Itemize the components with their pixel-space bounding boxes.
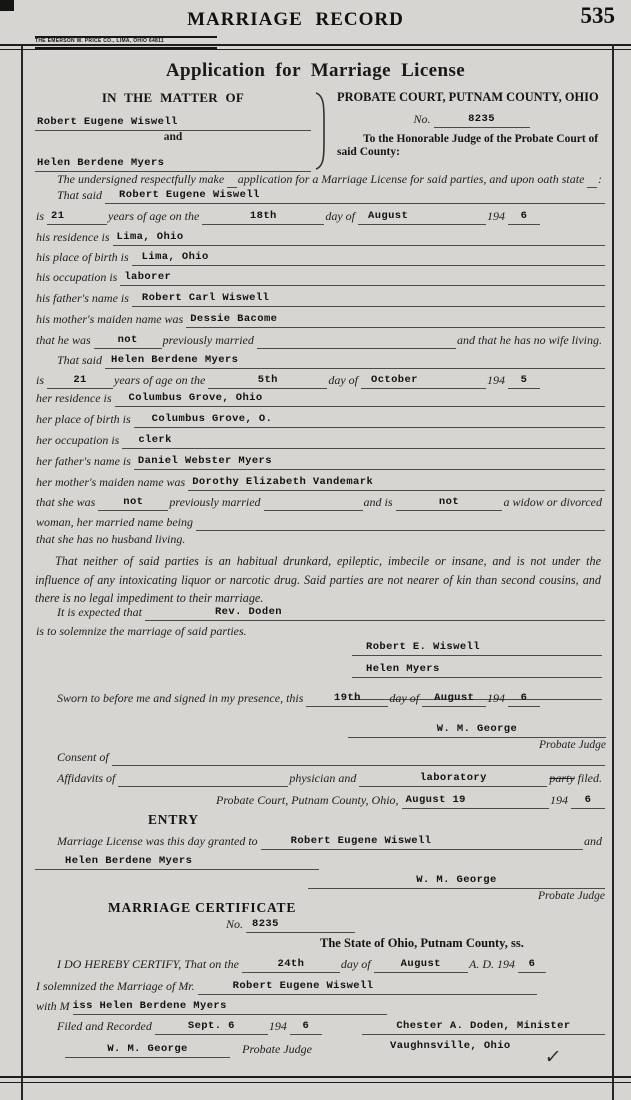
with-miss-row [35, 995, 605, 1015]
groom-birth-row [35, 246, 605, 266]
left-rule [21, 44, 23, 1100]
groom-mother-field: Dessie Bacome [186, 313, 605, 328]
page-title: MARRIAGE RECORD [187, 9, 404, 30]
bride-prev-field: not [98, 496, 168, 511]
bride-father-field: Daniel Webster Myers [134, 455, 605, 470]
bride-father-label: her father's name is [36, 454, 131, 468]
bride-widow-field: not [396, 496, 503, 511]
matter-conjunction: and [163, 131, 183, 143]
groom-age-row [35, 205, 540, 225]
sworn-year-field: 6 [508, 692, 540, 707]
sworn-row [35, 687, 540, 707]
entry-groom-field: Robert Eugene Wiswell [261, 835, 583, 850]
groom-mother-row [35, 308, 605, 328]
bride-occupation-row [35, 429, 605, 449]
entry-granted-label: Marriage License was this day granted to [57, 834, 258, 848]
solemnized-row [35, 975, 605, 995]
bride-is-label: is [36, 373, 45, 387]
state-line: The State of Ohio, Putnam County, ss. [320, 936, 524, 950]
checkmark: ✓ [543, 1046, 563, 1068]
certify-year-field: 6 [518, 958, 546, 973]
bride-no-husband-row [35, 528, 605, 548]
probate-court-label: Probate Court, Putnam County, Ohio, [216, 793, 399, 807]
bride-no-husband-label: that she has no husband living. [36, 532, 186, 546]
bride-residence-field: Columbus Grove, Ohio [115, 392, 605, 407]
blank-field [112, 765, 605, 766]
sworn-year-prefix: 194 [487, 691, 505, 705]
groom-father-label: his father's name is [36, 291, 129, 305]
bride-prev4-label: a widow or divorced [503, 495, 603, 509]
judge-signature: W. M. George [107, 1043, 188, 1055]
certificate-no-field: 8235 [246, 918, 355, 933]
bride-day-field: 5th [208, 374, 327, 389]
groom-birth-field: Lima, Ohio [132, 251, 605, 266]
bride-mother-label: her mother's maiden name was [36, 475, 186, 489]
groom-prev2-label: previously married [162, 333, 254, 347]
bride-that-said-label: That said [57, 353, 103, 367]
groom-day-field: 18th [202, 210, 324, 225]
with-label: with M [36, 999, 70, 1013]
bride-mother-field: Dorothy Elizabeth Vandemark [188, 476, 605, 491]
bride-occupation-field: clerk [122, 434, 605, 449]
sworn-month-field: August [422, 692, 486, 707]
physician-and-label: physician and [289, 771, 357, 785]
judge-title: Probate Judge [539, 739, 606, 751]
judge-title: Probate Judge [538, 890, 605, 902]
certify-label: I DO HEREBY CERTIFY, That on the [57, 957, 239, 971]
filed-year-field: 6 [290, 1020, 322, 1035]
groom-age-field: 21 [47, 210, 107, 225]
solemnize-label: is to solemnize the marriage of said parties. [36, 624, 247, 638]
bottom-rule [0, 1076, 631, 1083]
groom-name-row [35, 184, 605, 204]
intro-p3: : [597, 172, 602, 186]
affidavit-type-field: laboratory [359, 772, 547, 787]
printer-imprint: THE EMERSON W. PRICE CO., LIMA, OHIO 64811 [35, 36, 217, 49]
consent-row [35, 746, 605, 766]
sworn-label: Sworn to before me and signed in my presence, this [57, 691, 304, 705]
caption-block [35, 90, 605, 172]
judge-signature-line [65, 1043, 230, 1058]
bride-birth-label: her place of birth is [36, 412, 131, 426]
solemnized-label: I solemnized the Marriage of Mr. [36, 979, 195, 993]
bride-name-field: Helen Berdene Myers [105, 354, 605, 369]
groom-prev-married-row [35, 329, 605, 349]
bride-prev1-label: that she was [36, 495, 96, 509]
bride-prev3-label: and is [363, 495, 393, 509]
groom-month-field: August [358, 210, 486, 225]
judge-signature-block [308, 864, 605, 903]
certify-month-field: August [374, 958, 468, 973]
groom-residence-row [35, 226, 605, 246]
probate-date-field: August 19 [402, 794, 549, 809]
case-number-label: No. [413, 112, 431, 126]
groom-name-field: Robert Eugene Wiswell [105, 189, 605, 204]
groom-prev3-label: and that he has no wife living. [457, 333, 602, 347]
groom-age-label: years of age on the [108, 209, 200, 223]
minister-field: Chester A. Doden, Minister [362, 1020, 605, 1035]
judge-signature: W. M. George [416, 874, 497, 886]
page-number: 535 [580, 3, 615, 28]
bride-name-row [35, 349, 605, 369]
blank-field [118, 786, 288, 787]
bride-age-field: 21 [47, 374, 113, 389]
sworn-dayof-label: day of [389, 691, 420, 705]
court-column [333, 90, 605, 172]
judge-title: Probate Judge [242, 1042, 312, 1056]
expected-field: Rev. Doden [145, 606, 605, 621]
signature-line [352, 656, 602, 678]
certify-dayof-label: day of [340, 957, 371, 971]
groom-mother-label: his mother's maiden name was [36, 312, 184, 326]
entry-heading: ENTRY [148, 812, 199, 827]
groom-occupation-field: laborer [120, 271, 605, 286]
bride-prev-married-row [35, 491, 605, 511]
party-struck-word: party [549, 771, 575, 785]
probate-date-row [215, 789, 605, 809]
groom-is-label: is [36, 209, 45, 223]
bride-residence-row [35, 387, 605, 407]
groom-occupation-row [35, 266, 605, 286]
intro-p1: The undersigned respectfully make [57, 172, 225, 186]
groom-residence-label: his residence is [36, 230, 110, 244]
filed-row [35, 1015, 605, 1035]
case-number-field [434, 113, 530, 128]
brace-divider [311, 90, 333, 172]
sworn-day-field: 19th [306, 692, 388, 707]
probate-year-prefix: 194 [550, 793, 568, 807]
judge-signature-line [308, 864, 605, 889]
certificate-no-label: No. [226, 917, 244, 931]
judge-filed-row [65, 1038, 315, 1058]
bride-age-row [35, 369, 540, 389]
groom-residence-field: Lima, Ohio [113, 231, 605, 246]
signature-line [352, 634, 602, 656]
bride-father-row [35, 450, 605, 470]
entry-and-label: and [584, 834, 602, 848]
filed-label: filed. [577, 771, 602, 785]
entry-bride-field: Helen Berdene Myers [35, 855, 319, 870]
expected-row [35, 601, 605, 621]
right-rule [612, 44, 614, 1100]
probate-year-field: 6 [571, 794, 605, 809]
declaration-paragraph [35, 552, 601, 608]
bride-birth-row [35, 408, 605, 428]
matter-heading: IN THE MATTER OF [101, 90, 245, 105]
bride-month-field: October [361, 374, 486, 389]
with-bride-field: iss Helen Berdene Myers [73, 1000, 387, 1015]
filed-date-field: Sept. 6 [155, 1020, 268, 1035]
groom-prev1-label: that he was [36, 333, 91, 347]
certify-ad-prefix: A. D. 194 [469, 957, 515, 971]
judge-signature-line [348, 714, 606, 738]
certify-day-field: 24th [242, 958, 340, 973]
bride-signature: Helen Myers [366, 663, 440, 675]
bride-name-typed: Helen Berdene Myers [37, 157, 165, 169]
groom-prev-field: not [94, 334, 162, 349]
bride-residence-label: her residence is [36, 391, 112, 405]
bride-prev2-label: previously married [169, 495, 261, 509]
addressee-text: To the Honorable Judge of the Probate Court of said County: [337, 133, 599, 158]
bride-occupation-label: her occupation is [36, 433, 120, 447]
groom-father-row [35, 287, 605, 307]
filed-recorded-label: Filed and Recorded [57, 1019, 152, 1033]
groom-year-prefix: 194 [487, 209, 505, 223]
top-rule [0, 44, 631, 50]
bride-married-name-label: woman, her married name being [36, 515, 193, 529]
bride-year-field: 5 [508, 374, 540, 389]
judge-signature: W. M. George [436, 723, 518, 735]
bride-birth-field: Columbus Grove, O. [134, 413, 605, 428]
affidavits-row [35, 767, 605, 787]
form-title: Application for Marriage License [165, 60, 466, 81]
consent-label: Consent of [57, 750, 109, 764]
filed-year-prefix: 194 [268, 1019, 287, 1033]
expected-label: It is expected that [57, 605, 142, 619]
groom-year-field: 6 [508, 210, 540, 225]
intro-p2: application for a Marriage License for said parties, and upon oath state [237, 172, 585, 186]
affidavits-label: Affidavits of [57, 771, 116, 785]
court-heading: PROBATE COURT, PUTNAM COUNTY, OHIO [337, 90, 599, 104]
case-number-value: 8235 [468, 113, 495, 125]
bride-age-label: years of age on the [114, 373, 206, 387]
bride-mother-row [35, 471, 605, 491]
bride-dayof-label: day of [328, 373, 358, 387]
groom-signature: Robert E. Wiswell [366, 641, 480, 653]
minister-town: Vaughnsville, Ohio [390, 1040, 511, 1052]
case-number-row [337, 105, 605, 128]
entry-granted-row [35, 830, 605, 850]
groom-name-typed: Robert Eugene Wiswell [37, 116, 178, 128]
groom-dayof-label: day of [325, 209, 355, 223]
certify-row [35, 953, 546, 973]
matter-column [35, 90, 311, 172]
declaration-text: That neither of said parties is an habitual drunkard, epileptic, imbecile or insane, and is not under the influence of any intoxicating liquor or narcotic drug. Said parties are not nearer of kin than second cousins, and there is no legal impediment to their marriage. [35, 554, 601, 606]
groom-father-field: Robert Carl Wiswell [132, 292, 605, 307]
groom-that-said-label: That said [57, 188, 103, 202]
groom-birth-label: his place of birth is [36, 250, 129, 264]
solemnized-groom-field: Robert Eugene Wiswell [198, 980, 537, 995]
certificate-heading: MARRIAGE CERTIFICATE [108, 900, 297, 915]
matter-party1 [35, 105, 311, 131]
certificate-no-row [225, 913, 355, 933]
groom-occupation-label: his occupation is [36, 270, 118, 284]
bride-year-prefix: 194 [487, 373, 505, 387]
